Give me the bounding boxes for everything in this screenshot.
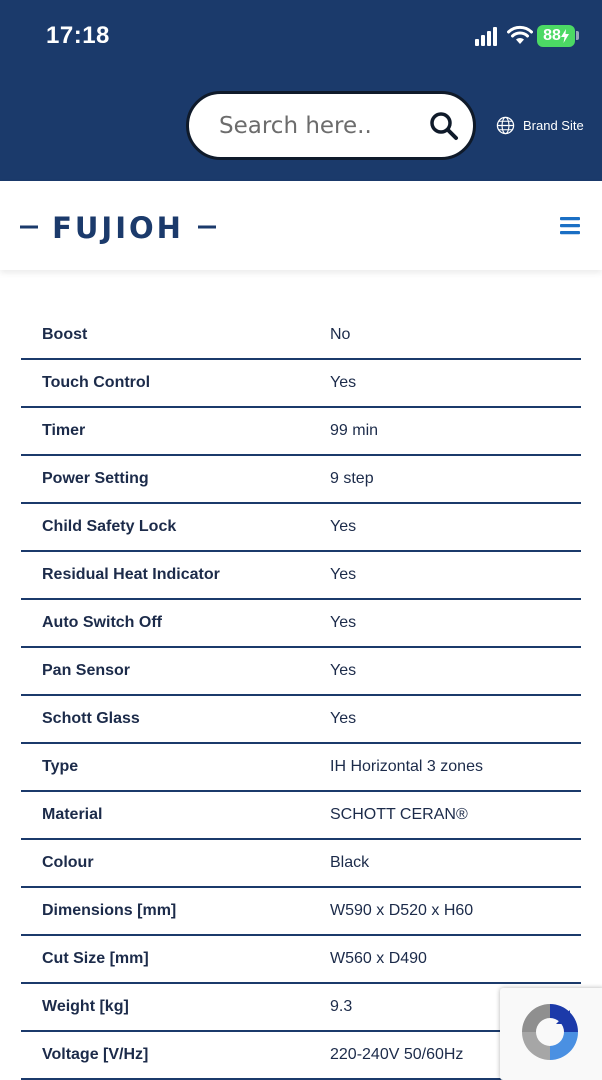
hamburger-menu-icon[interactable]	[560, 217, 580, 235]
spec-value: Yes	[330, 374, 357, 391]
spec-value: Yes	[330, 662, 357, 679]
search-box[interactable]	[186, 91, 476, 160]
spec-value: 220-240V 50/60Hz	[330, 1046, 464, 1063]
spec-row	[21, 696, 581, 744]
spec-label: Weight [kg]	[42, 998, 129, 1015]
spec-label: Boost	[42, 326, 88, 343]
spec-label: Cut Size [mm]	[42, 950, 149, 967]
spec-label: Residual Heat Indicator	[42, 566, 220, 583]
spec-value: W560 x D490	[330, 950, 427, 967]
fujioh-logo[interactable]	[20, 207, 216, 247]
spec-row	[21, 648, 581, 696]
spec-value: Yes	[330, 566, 357, 583]
search-input[interactable]	[219, 108, 419, 144]
spec-row	[21, 984, 581, 1032]
spec-label: Timer	[42, 422, 86, 439]
brand-site-link[interactable]	[496, 114, 584, 136]
spec-label: Auto Switch Off	[42, 614, 162, 631]
battery-nub	[576, 31, 579, 40]
spec-label: Touch Control	[42, 374, 151, 391]
spec-row	[21, 792, 581, 840]
globe-icon	[496, 116, 515, 135]
spec-row	[21, 888, 581, 936]
spec-row	[21, 552, 581, 600]
spec-row	[21, 1032, 581, 1080]
spec-row	[21, 936, 581, 984]
spec-label: Voltage [V/Hz]	[42, 1046, 149, 1063]
spec-label: Schott Glass	[42, 710, 140, 727]
spec-label: Colour	[42, 854, 94, 871]
site-header	[0, 181, 602, 270]
spec-value: IH Horizontal 3 zones	[330, 758, 483, 775]
spec-value: No	[330, 326, 351, 343]
recaptcha-badge[interactable]	[500, 988, 602, 1080]
battery-level: 88	[543, 27, 561, 44]
battery-indicator	[537, 25, 575, 47]
cellular-signal-icon	[475, 26, 501, 46]
spec-value: 99 min	[330, 422, 379, 439]
spec-row	[21, 744, 581, 792]
spec-value: 9 step	[330, 470, 374, 487]
spec-label: Power Setting	[42, 470, 149, 487]
recaptcha-icon	[518, 1000, 582, 1064]
spec-table	[21, 312, 581, 1080]
spec-label: Pan Sensor	[42, 662, 131, 679]
spec-value: Yes	[330, 518, 357, 535]
brand-site-label: Brand Site	[523, 117, 584, 133]
spec-row	[21, 840, 581, 888]
spec-value: Yes	[330, 710, 357, 727]
status-time: 17:18	[46, 22, 110, 49]
logo-text: FUJIOH	[52, 211, 184, 245]
spec-row	[21, 408, 581, 456]
status-bar	[0, 0, 602, 72]
spec-row	[21, 360, 581, 408]
spec-value: 9.3	[330, 998, 353, 1015]
spec-label: Dimensions [mm]	[42, 902, 177, 919]
search-icon[interactable]	[429, 111, 459, 141]
spec-row	[21, 600, 581, 648]
spec-row	[21, 456, 581, 504]
wifi-icon	[507, 25, 533, 45]
spec-value: W590 x D520 x H60	[330, 902, 474, 919]
charging-bolt-icon	[561, 29, 569, 43]
spec-label: Child Safety Lock	[42, 518, 177, 535]
spec-label: Type	[42, 758, 79, 775]
spec-label: Material	[42, 806, 103, 823]
spec-value: Black	[330, 854, 370, 871]
spec-row	[21, 504, 581, 552]
spec-value: Yes	[330, 614, 357, 631]
spec-value: SCHOTT CERAN®	[330, 806, 468, 823]
spec-row	[21, 312, 581, 360]
